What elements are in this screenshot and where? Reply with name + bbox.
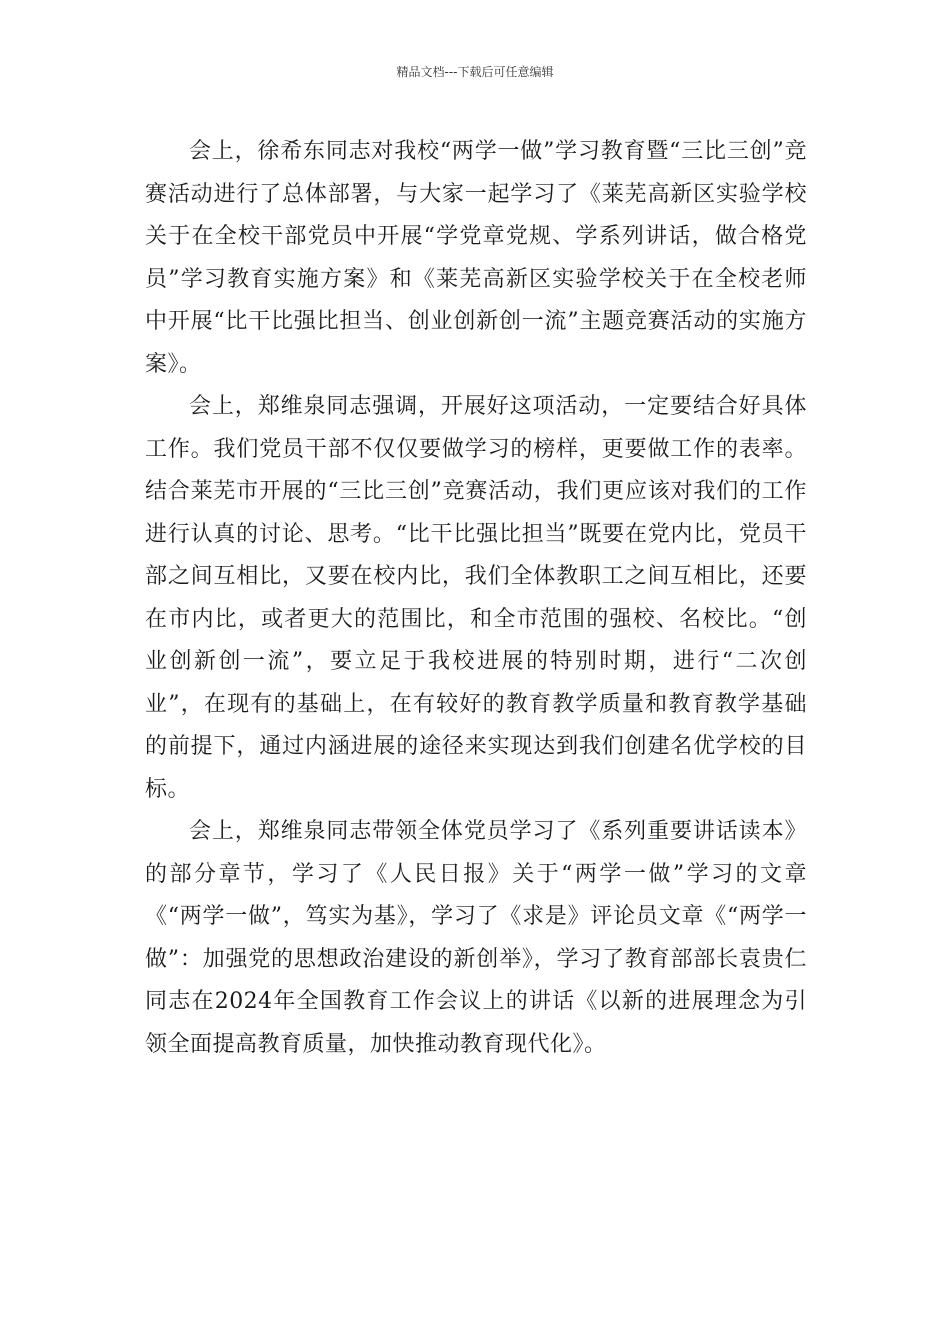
paragraph-3: 会上，郑维泉同志带领全体党员学习了《系列重要讲话读本》的部分章节，学习了《人民日报》关于“两学一做”学习的文章《“两学一做”，笃实为基》，学习了《求是》评论员文章《“两学一做”：加强党的思想政治建设的新创举》，学习了教育部部长袁贵仁同志在2024年全国教育工作会议上的讲话《以新的进展理念为引领全面提高教育质量，加快推动教育现代化》。	[145, 819, 807, 1057]
page-header: 精品文档---下载后可任意编辑	[396, 65, 554, 79]
paragraph-2: 会上，郑维泉同志强调，开展好这项活动，一定要结合好具体工作。我们党员干部不仅仅要做学习的榜样，更要做工作的表率。结合莱芜市开展的“三比三创”竞赛活动，我们更应该对我们的工作进行认真的讨论、思考。“比干比强比担当”既要在党内比，党员干部之间互相比，又要在校内比，我们全体教职工之间互相比，还要在市内比，或者更大的范围比，和全市范围的强校、名校比。“创业创新创一流”，要立足于我校进展的特别时期，进行“二次创业”，在现有的基础上，在有较好的教育教学质量和教育教学基础的前提下，通过内涵进展的途径来实现达到我们创建名优学校的目标。	[145, 394, 807, 802]
document-body	[145, 131, 807, 1066]
paragraph-1: 会上，徐希东同志对我校“两学一做”学习教育暨“三比三创”竞赛活动进行了总体部署，与大家一起学习了《莱芜高新区实验学校关于在全校干部党员中开展“学党章党规、学系列讲话，做合格党员”学习教育实施方案》和《莱芜高新区实验学校关于在全校老师中开展“比干比强比担当、创业创新创一流”主题竞赛活动的实施方案》。	[145, 139, 807, 377]
